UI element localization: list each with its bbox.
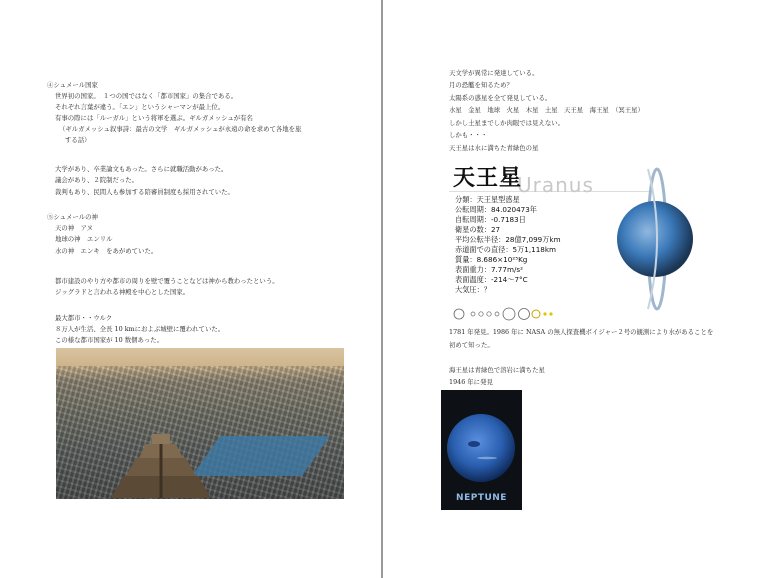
fact-surface-temperature: 表面温度：-214〜7°C xyxy=(455,275,528,284)
text-line: それぞれ言葉が違う。「エン」というシャーマンが最上位。 xyxy=(55,103,225,111)
text-line: 最大都市・・ウルク xyxy=(55,314,113,322)
text-line: する話） xyxy=(65,136,91,144)
text-line: ジッグラドと言われる神殿を中心とした国家。 xyxy=(55,288,190,296)
text-line: 水の神 エンキ をあがめていた。 xyxy=(55,247,158,255)
planet-size-comparison-icon xyxy=(453,307,563,321)
text-line: しかも・・・ xyxy=(449,131,488,139)
text-line: 世界初の国家。 １つの国ではなく「都市国家」の集合である。 xyxy=(55,92,238,100)
neptune-image xyxy=(441,390,522,510)
uranus-info-card xyxy=(449,159,709,324)
text-line: 天王星は水に満ちた青緑色の星 xyxy=(449,144,539,152)
fact-moons: 衛星の数：27 xyxy=(455,225,501,234)
text-line: しかし土星までしか肉眼では見えない。 xyxy=(449,119,565,127)
fact-rotation-period: 自転周期：-0.7183日 xyxy=(455,215,526,224)
text-line: 地球の神 エンリル xyxy=(55,235,113,243)
text-line: （ギルガメッシュ叙事詩：最古の文学 ギルガメッシュが永遠の命を求めて各地を旅 xyxy=(59,125,302,133)
text-line: 初めて知った。 xyxy=(449,341,494,349)
neptune-planet-icon xyxy=(441,390,522,510)
heading-sumerian-gods: ⑤シュメールの神 xyxy=(47,213,98,221)
text-line: 天文学が異常に発達している。 xyxy=(449,69,539,77)
text-line: 太陽系の惑星を全て発見している。 xyxy=(449,94,552,102)
fact-orbital-period: 公転周期：84.020473年 xyxy=(455,205,537,214)
text-line: 海王星は青緑色で溶岩に満ちた星 xyxy=(449,366,545,374)
text-line: 1946 年に発見 xyxy=(449,378,493,386)
text-line: 有事の際には「ルーガル」という将軍を選ぶ。ギルガメッシュが有名 xyxy=(55,114,253,122)
planet-list: 水星 金星 地球 火星 木星 土星 天王星 海王星 （冥王星） xyxy=(449,106,644,114)
text-line: 大学があり、卒業論文もあった。さらに就職活動があった。 xyxy=(55,165,228,173)
uranus-title: 天王星 xyxy=(453,166,523,191)
fact-atmospheric-pressure: 大気圧：？ xyxy=(455,285,491,294)
left-page xyxy=(0,0,381,578)
neptune-label: NEPTUNE xyxy=(456,493,507,503)
ziggurat-illustration xyxy=(106,428,216,498)
fact-orbit-radius: 平均公転半径：28億7,099万km xyxy=(455,235,561,244)
ancient-city-image xyxy=(56,348,344,499)
text-line: 議会があり、２院制だった。 xyxy=(55,176,139,184)
text-line: この様な都市国家が 10 数個あった。 xyxy=(55,336,163,344)
uranus-latin-title: Uranus xyxy=(517,173,594,197)
text-line: 1781 年発見。1986 年に NASA の無人探査機ボイジャー２号の観測により水があることを xyxy=(449,328,714,336)
fact-diameter: 赤道面での直径：5万1,118km xyxy=(455,245,557,254)
fact-classification: 分類：天王星型惑星 xyxy=(455,195,520,204)
fact-surface-gravity: 表面重力：7.77m/s² xyxy=(455,265,523,274)
text-line: 都市建設のやり方や都市の周りを壁で覆うことなどは神から教わったという。 xyxy=(55,277,279,285)
text-line: ８万人が生活、全長 10 kmにおよぶ城壁に覆われていた。 xyxy=(55,325,225,333)
text-line: 裁判もあり、民間人も参加する陪審員制度も採用されていた。 xyxy=(55,188,234,196)
uranus-planet-icon xyxy=(599,167,709,317)
text-line: 月の恐艦を知るため？ xyxy=(449,81,513,89)
fact-mass: 質量：8.686×10²⁵Kg xyxy=(455,255,528,264)
heading-sumerian-state: ④シュメール国家 xyxy=(47,81,98,89)
text-line: 天の神 アヌ xyxy=(55,224,93,232)
